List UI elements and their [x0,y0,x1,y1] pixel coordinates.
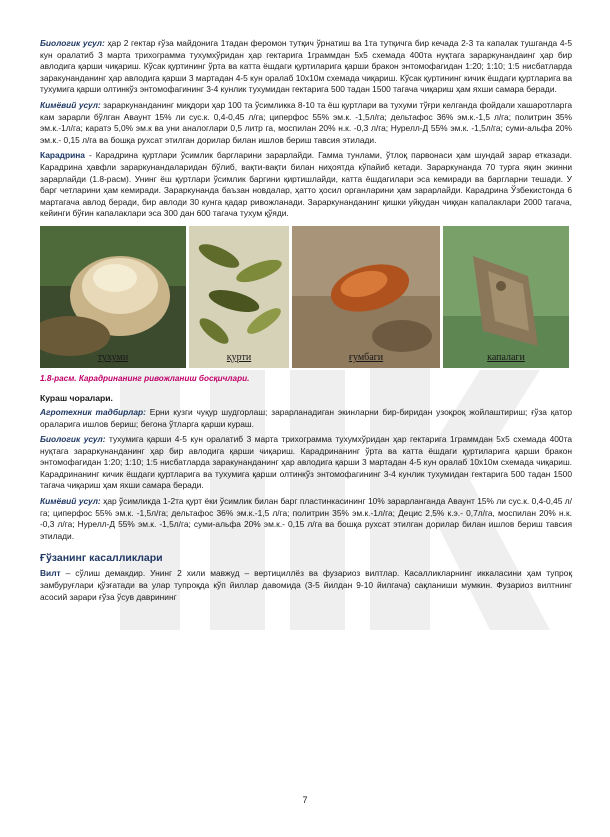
figure-caption: 1.8-расм. Карадринанинг ривожланиш босқичлари. [40,373,250,383]
page-number: 7 [302,795,308,805]
photo-larvae [189,226,289,368]
caption-larvae: қурти [226,351,252,363]
main-content [40,38,572,607]
photo-moth [443,226,569,368]
section-heading-diseases: Ғўзанинг касалликлари [40,552,163,565]
paragraph-wilt: Вилт – сўлиш демакдир. Унинг 2 хили мавжуд – вертициллёз ва фузариоз вилтлар. Касалликларнинг иккаласини ҳам тупроқ замбуруғлари қўзғатади ва улар тупроқда кўп йиллар давомида (3-5 йилдан 9-10 йилгача) сақланиши мумкин. Фузариоз вилтнинг асосий зарари ғўза ўсув даврининг [40,568,572,602]
photo-eggs [40,226,186,368]
control-measures-heading: Кураш чоралари. [40,392,113,403]
caption-pupa: ғумбаги [348,351,384,363]
caption-moth: капалаги [487,351,525,363]
photo-pupa [292,226,440,368]
paragraph-karadrina: Карадрина - Карадрина қуртлари ўсимлик баргларини зарарлайди. Гамма тунлами, ўтлоқ парвонаси ҳам шундай зарар етказади. Карадрина ҳавфли зараркунандаларидан бўлиб, вақти-вақти билан ниҳоятда кўпайиб кетади. Зараркунанда 70 турга яқин экинни зарарлайди (1.8-расм). Унинг ёш қуртлари ўсимлик баргини қиртишлайди, катта ёшдагилари эса кемиради ва баргларни тешади. У барг четларини ҳам кемиради. Зараркунанда баъзан новдалар, ҳатто ҳосил органларини ҳам зарарлайди. Карадрина Ўзбекистонда 6 мартагача авлод беради, бир авлоди 30 кунга қадар ривожланади. Зараркунанданинг қишки уйқудан чиққан капалаклари 2000 тагача, кейинги бўғин капалаклари эса 300 дан 600 тагача тухум қўяди. [40,150,572,219]
paragraph-biological-method-2: Биологик усул: тухумига қарши 4-5 кун оралатиб 3 марта трихограмма тухумхўридан ҳар гектарига 1граммдан 5х5 схемада 400та нуқтага зараркунанданинг ҳар бир авлодига қарши чиқариш. Карадринанинг ўрта ва катта ёшдаги қуртиларига қарши бракон энтомофагидан 1:20; 1:10; 1:5 нисбатларда заракунанданинг ҳар авлодига қарши 3 мартадан 4-5 кун оралаб 10х10м схемада чиқариш. Карадринанинг кичик ёшдаги қуртларига ва тухумига қарши олтинкўз энтомофагининг 3-4 кунлик тухумидан гектарига 500 тадан 1500 тагача чиқариш ҳам яхши самара беради. [40,434,572,491]
paragraph-chemical-method-2: Кимёвий усул: ҳар ўсимликда 1-2та қурт ёки ўсимлик билан барг пластинкасининг 10% зарарланганда Аваунт 15% ли сус.к. 0,4-0,45 л/га; циперфос 55% эм.к. -1,5л/га; дельтафос 36% эм.к.-1,5 л/га; политрин 35% эм.к.-1л/га; Децис 2,5% к.э.- 0,7л/га, моспилан 20% н.к. -0,3 л/га; Нурелл-Д 55% эм.к. -1,5л/га; суми-альфа 20% эм.к.- 0,15 л/га ва бошқа рухсат этилган дорилар билан ишлов бериш тавсия этилади. [40,496,572,541]
paragraph-biological-method-1: Биологик усул: ҳар 2 гектар ғўза майдонига 1тадан феромон тутқич ўрнатиш ва 1та тутқичга бир кечада 2-3 та капалак тушганда 4-5 кун оралатиб 3 марта трихограмма тухумхўридан ҳар гектарига 1граммдан 5х5 схемада 400та нуқтага зараркунандаинг ҳар бир авлодига қарши чиқариш. Кўсак қуртининг ўрта ва катта ёшдаги қуртиларига қарши бракон энтомофагидан 1:20; 1:10; 1:5 нисбатларда заракунанданинг ҳар авлодига қарши 3 мартадан 4-5 кун оралаб 10х10м схемада чиқариш. Кўсак қуртининг кичик ёшдаги қуртларига ва тухумига қарши олтинкўз энтомофагининг 3-4 кунлик тухумидан гектарига 500 тадан 1500 тагача чиқариш ҳам яхши самара беради. [40,38,572,95]
paragraph-chemical-method-1: Кимёвий усул: зараркунанданинг миқдори ҳар 100 та ўсимликка 8-10 та ёш қуртлари ва тухуми тўғри келганда фойдали хашаротларга кам зарарли бўлган Аваунт 15% ли сус.к. 0,4-0,45 л/га; циперфос 55% эм.к. -1,5л/га; дельтафос 36% эм.к.-1,5 л/га; политрин 35% эм.к.-1л/га; каратэ 5,0% эм.к ва уни аналоглари 0,5 литр га, моспилан 20% н.к. -0,3 л/га; Нурелл-Д 55% эм.к. -1,5л/га; суми-альфа 20% эм.к.- 0,15 л/га ва бошқа рухсат этилган дорилар билан ишлов бериш тавсия этилади. [40,99,572,145]
caption-eggs: тухуми [97,351,129,363]
paragraph-agrotechnical: Агротехник тадбирлар: Ерни кузги чуқур шудгорлаш; зарарланадиган экинларни бир-биридан узоқроқ жойлаштириш; ғўза қатор ораларига ишлов бериш; бегона ўтларга қарши кураш. [40,406,573,429]
figure-photos [40,226,572,368]
